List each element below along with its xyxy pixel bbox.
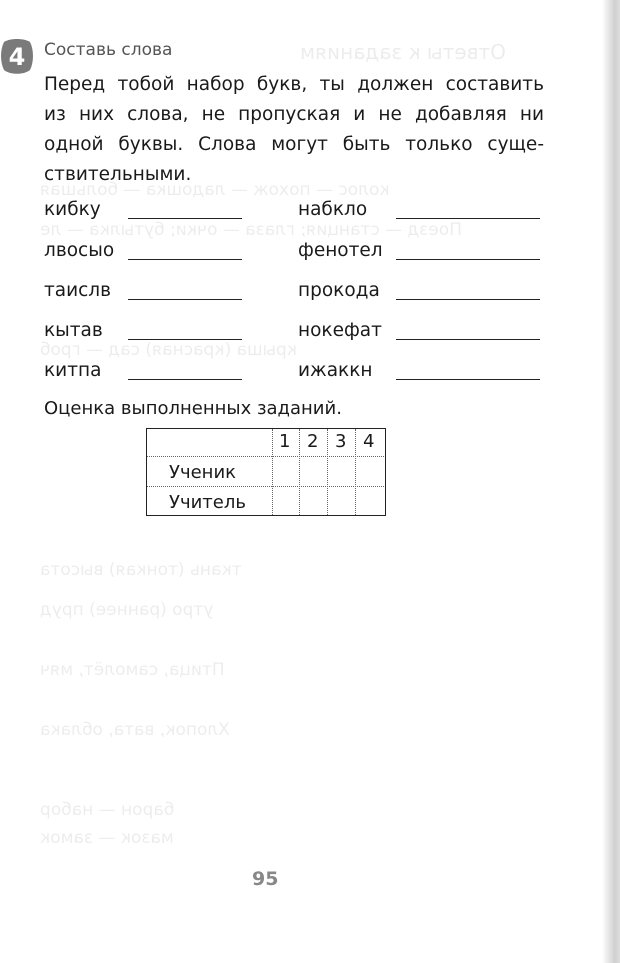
table-divider xyxy=(147,456,384,457)
table-column-header: 1 xyxy=(279,431,291,452)
scrambled-word: китпа xyxy=(44,360,102,381)
scrambled-word: кибку xyxy=(44,199,101,220)
scrambled-word-row xyxy=(44,360,244,386)
task-instructions xyxy=(44,70,544,190)
answer-line[interactable] xyxy=(396,299,540,300)
evaluation-title: Оценка выполненных заданий. xyxy=(44,398,342,419)
number-4-badge-icon xyxy=(0,36,34,76)
svg-text:4: 4 xyxy=(8,43,26,71)
scrambled-word: лвосыо xyxy=(44,240,115,261)
answer-line[interactable] xyxy=(128,299,242,300)
scrambled-word: таислв xyxy=(44,280,112,301)
task-title: Составь слова xyxy=(44,40,173,60)
scrambled-word: ижаккн xyxy=(298,360,373,381)
table-divider xyxy=(272,429,273,515)
table-column-header: 4 xyxy=(363,431,375,452)
scrambled-word-row xyxy=(298,280,542,306)
table-divider xyxy=(147,486,384,487)
answer-line[interactable] xyxy=(396,259,540,260)
page-edge-shadow xyxy=(602,0,620,963)
answer-line[interactable] xyxy=(128,339,242,340)
instruction-line: ствительными. xyxy=(44,164,192,185)
answer-line[interactable] xyxy=(128,379,242,380)
scrambled-word-row xyxy=(298,360,542,386)
evaluation-table xyxy=(146,428,386,516)
scrambled-word-row xyxy=(298,320,542,346)
answer-line[interactable] xyxy=(396,218,540,219)
page-number: 95 xyxy=(252,868,279,890)
scrambled-word: нокефат xyxy=(298,320,382,341)
table-divider xyxy=(299,429,300,515)
table-row-label-student: Ученик xyxy=(169,462,237,483)
instruction-line: из них слова, не пропуская и не добавляя ни xyxy=(44,104,544,125)
scrambled-word-row xyxy=(44,320,244,346)
table-column-header: 2 xyxy=(307,431,319,452)
scrambled-word-row xyxy=(298,199,542,225)
task-number-badge xyxy=(0,36,34,76)
scrambled-word-row xyxy=(44,280,244,306)
scrambled-word-row xyxy=(298,240,542,266)
table-divider xyxy=(327,429,328,515)
table-divider xyxy=(355,429,356,515)
instruction-line: Перед тобой набор букв, ты должен составить xyxy=(44,74,544,95)
instruction-line: одной буквы. Слова могут быть только суще- xyxy=(44,134,544,155)
scrambled-word-row xyxy=(44,240,244,266)
scrambled-word: фенотел xyxy=(298,240,383,261)
scrambled-word: набкло xyxy=(298,199,368,220)
answer-line[interactable] xyxy=(128,259,242,260)
table-row-label-teacher: Учитель xyxy=(169,492,246,513)
answer-line[interactable] xyxy=(396,339,540,340)
reverse-side-bleed-through: Ответы к заданиям колос — похож — ладошка — большая Поезд — станция; глаза — очки; бутылка — ле крыша (красная) сад — гроб ткань (тонкая) высота утро (раннее) пруд Птица, самолёт, мяч Хлопок, вата, облака барон — набор мазок — замок xyxy=(40,40,506,848)
scrambled-word: прокода xyxy=(298,280,380,301)
scrambled-word: кытав xyxy=(44,320,103,341)
table-column-header: 3 xyxy=(335,431,347,452)
scrambled-word-row xyxy=(44,199,244,225)
answer-line[interactable] xyxy=(396,379,540,380)
answer-line[interactable] xyxy=(128,218,242,219)
